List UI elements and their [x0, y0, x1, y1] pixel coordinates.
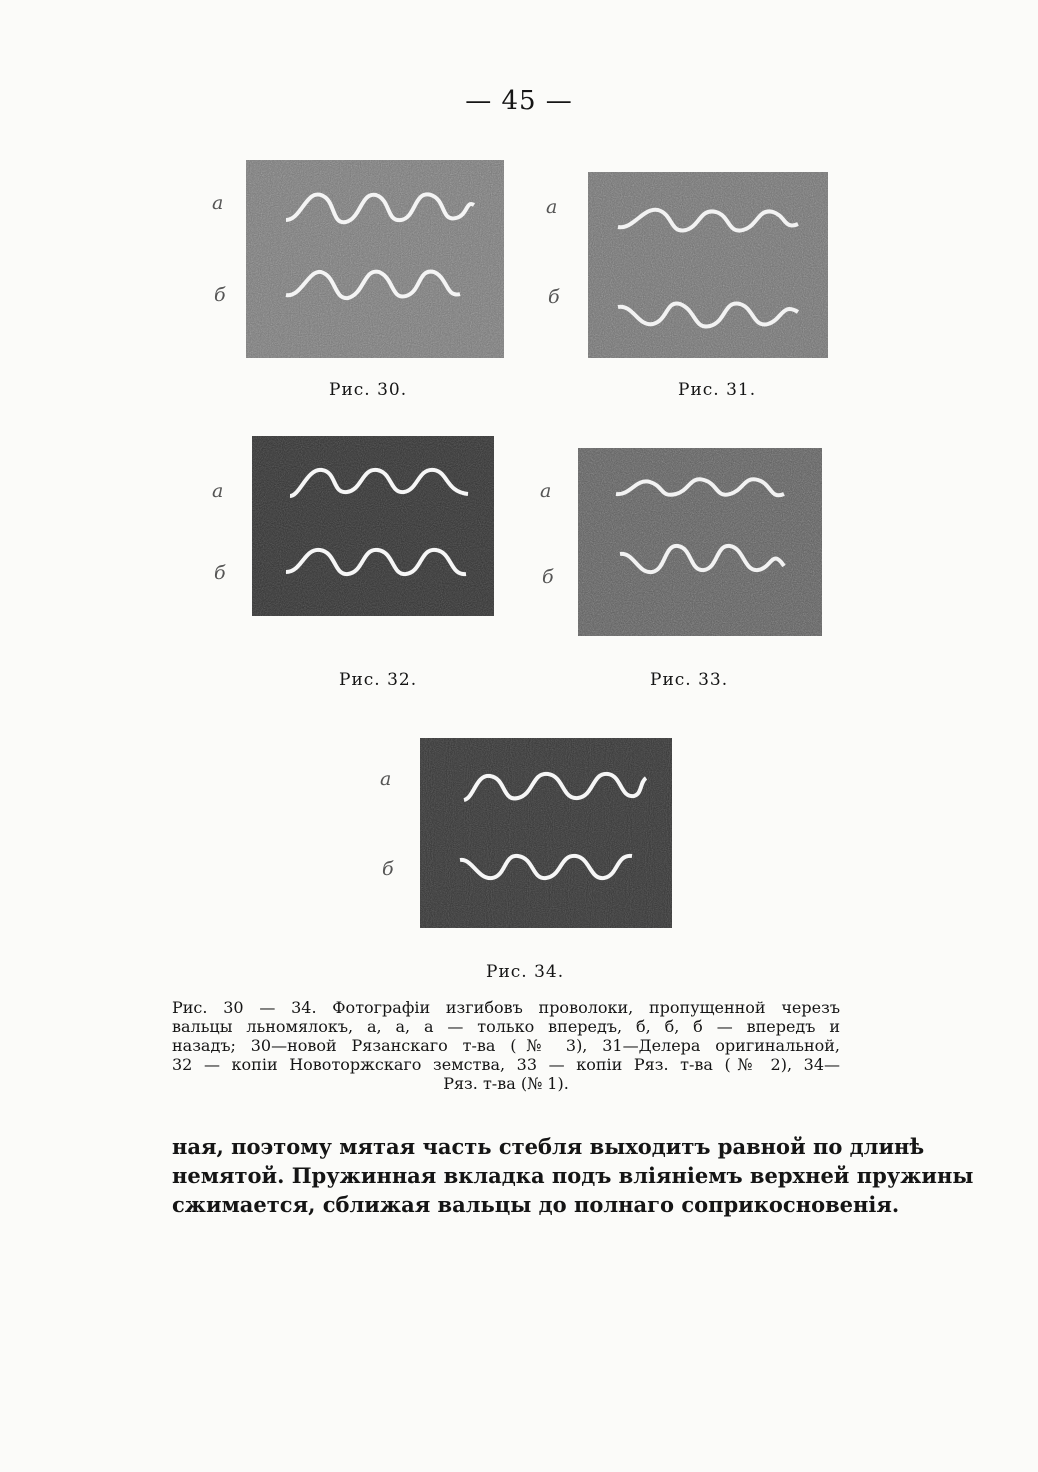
- figure-legend: [172, 998, 840, 1093]
- row-label-a: а: [212, 192, 224, 214]
- body-paragraph: [172, 1132, 974, 1219]
- photo-fig-31: [588, 172, 828, 358]
- figure-caption: Рис. 31.: [678, 380, 757, 400]
- row-label-a: а: [212, 480, 224, 502]
- page-number: — 45 —: [465, 86, 573, 116]
- legend-line: вальцы льномялокъ, а, а, а — только впередъ, б, б, б — впередъ и: [172, 1017, 840, 1036]
- body-line: сжимается, сближая вальцы до полнаго соприкосновенiя.: [172, 1192, 900, 1217]
- body-line: ная, поэтому мятая часть стебля выходитъ равной по длинѣ: [172, 1134, 925, 1159]
- photo-fig-34: [420, 738, 672, 928]
- legend-line: назадъ; 30—новой Рязанскаго т-ва (№ 3), 31—Делера оригинальной,: [172, 1036, 840, 1055]
- legend-line: Ряз. т-ва (№ 1).: [443, 1074, 569, 1093]
- photo-fig-33: [578, 448, 822, 636]
- row-label-b: б: [214, 284, 226, 306]
- legend-line: 32 — копiи Новоторжскаго земства, 33 — копiи Ряз. т-ва (№ 2), 34—: [172, 1055, 840, 1074]
- figure-caption: Рис. 30.: [329, 380, 408, 400]
- row-label-b: б: [382, 858, 394, 880]
- row-label-a: а: [540, 480, 552, 502]
- figure-caption: Рис. 33.: [650, 670, 729, 690]
- figure-caption: Рис. 34.: [486, 962, 565, 982]
- row-label-a: а: [546, 196, 558, 218]
- photo-fig-32: [252, 436, 494, 616]
- body-line: немятой. Пружинная вкладка подъ влiянiемъ верхней пружины: [172, 1163, 974, 1188]
- row-label-b: б: [542, 566, 554, 588]
- row-label-b: б: [548, 286, 560, 308]
- row-label-a: а: [380, 768, 392, 790]
- row-label-b: б: [214, 562, 226, 584]
- figure-caption: Рис. 32.: [339, 670, 418, 690]
- legend-line: Рис. 30 — 34. Фотографiи изгибовъ проволоки, пропущенной черезъ: [172, 998, 840, 1017]
- photo-fig-30: [246, 160, 504, 358]
